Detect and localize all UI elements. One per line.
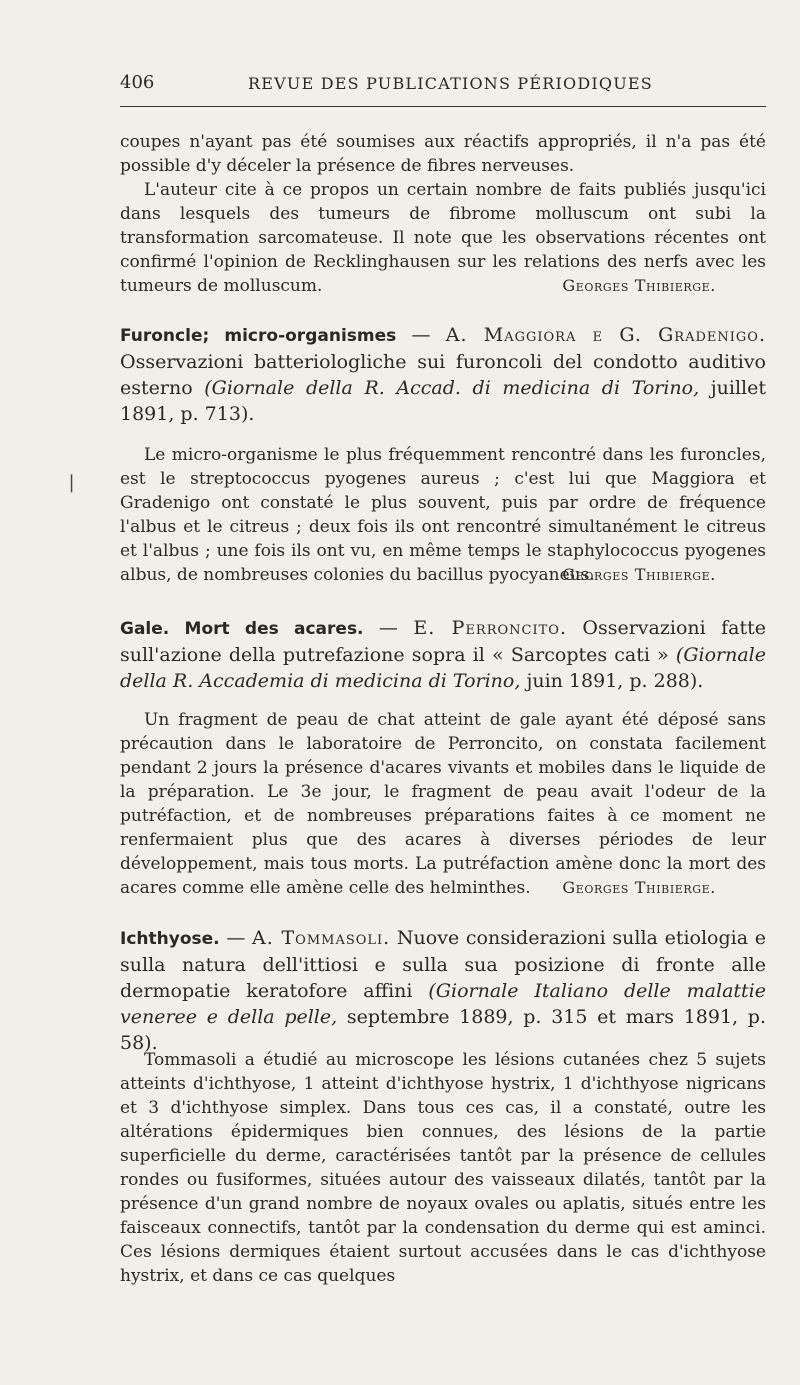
article-4-body	[120, 1048, 766, 1288]
article-subject: Furoncle; micro-organismes	[120, 326, 397, 346]
separator: —	[219, 927, 253, 949]
article-3-heading	[120, 615, 766, 694]
article-authors: A. Tommasoli.	[252, 927, 391, 949]
publication-date: juillet 1891, p. 713).	[120, 377, 767, 425]
paragraph: L'auteur cite à ce propos un certain nombre de faits publiés jusqu'ici dans lesquels des tumeurs de fibrome molluscum ont subi la transformation sarcomateuse. Il note que les observations récentes ont confirmé l'opinion de Recklinghausen sur les relations des nerfs avec les tumeurs de molluscum.	[120, 180, 766, 296]
article-2-body	[120, 443, 766, 587]
paragraph: Le micro-organisme le plus fréquemment rencontré dans les furoncles, est le streptococcus pyogenes aureus ; c'est lui que Maggiora et Gradenigo ont constaté le plus souvent, puis par ordre de fréquence l'albus et le citreus ; deux fois ils ont rencontré simultanément le citreus et l'albus ; une fois ils ont vu, en même temps le staphylococcus pyogenes albus, de nombreuses colonies du bacillus pyocyaneus.	[120, 445, 766, 585]
page-number: 406	[120, 72, 155, 93]
article-4-heading	[120, 925, 766, 1056]
article-subject: Gale. Mort des acares.	[120, 619, 364, 639]
header-rule	[120, 106, 766, 107]
running-title: REVUE DES PUBLICATIONS PÉRIODIQUES	[248, 74, 653, 93]
paragraph: Un fragment de peau de chat atteint de gale ayant été déposé sans précaution dans le laboratoire de Perroncito, on constata facilement pendant 2 jours la présence d'acares vivants et mobiles dans le liquide de la préparation. Le 3e jour, le fragment de peau avait l'odeur de la putréfaction, et de nombreuses préparations faites à ce moment ne renfermaient plus que des acares à diverses périodes de leur développement, mais tous morts. La putréfaction amène donc la mort des acares comme elle amène celle des helminthes.	[120, 710, 766, 898]
author-signature: Georges Thibierge.	[562, 565, 716, 584]
journal-ref: (Giornale della R. Accad. di medicina di Torino,	[204, 377, 700, 399]
separator: —	[396, 324, 446, 346]
article-3-body	[120, 708, 766, 900]
journal-ref: (Giornale della R. Accademia di medicina di Torino,	[120, 644, 766, 692]
running-header	[120, 72, 764, 100]
article-1-continuation	[120, 130, 766, 298]
separator: —	[363, 617, 414, 639]
article-title: Osservazioni fatte sull'azione della putrefazione sopra il « Sarcoptes cati »	[120, 617, 766, 666]
article-title: Osservazioni batteriologliche sui furoncoli del condotto auditivo esterno	[120, 351, 766, 399]
paragraph: coupes n'ayant pas été soumises aux réactifs appropriés, il n'a pas été possible d'y déceler la présence de fibres nerveuses.	[120, 132, 766, 176]
article-title: Nuove considerazioni sulla etiologia e sulla natura dell'ittiosi e sulla sua posizione di fronte alle dermopatie keratofore affini	[120, 927, 767, 1002]
publication-date: juin 1891, p. 288).	[520, 670, 704, 692]
paragraph: Tommasoli a étudié au microscope les lésions cutanées chez 5 sujets atteints d'ichthyose, 1 atteint d'ichthyose hystrix, 1 d'ichthyose nigricans et 3 d'ichthyose simplex. Dans tous ces cas, il a constaté, outre les altérations épidermiques bien connues, des lésions de la partie superficielle du derme, caractérisées tantôt par la présence de cellules rondes ou fusiformes, situées autour des vaisseaux dilatés, tantôt par la présence d'un grand nombre de noyaux ovales ou aplatis, situés entre les faisceaux connectifs, tantôt par la condensation du derme qui est aminci. Ces lésions dermiques étaient surtout accusées dans le cas d'ichthyose hystrix, et dans ce cas quelques	[120, 1050, 766, 1286]
article-authors: A. Maggiora e G. Gradenigo.	[445, 324, 766, 346]
article-subject: Ichthyose.	[120, 929, 220, 949]
article-authors: E. Perroncito.	[413, 617, 567, 639]
margin-mark-icon: ❘	[64, 472, 80, 493]
author-signature: Georges Thibierge.	[562, 878, 716, 897]
author-signature: Georges Thibierge.	[562, 276, 716, 295]
article-2-heading	[120, 322, 766, 427]
journal-ref: (Giornale Italiano delle malattie veneree e della pelle,	[120, 980, 767, 1028]
publication-date: septembre 1889, p. 315 et mars 1891, p. 58).	[120, 1006, 766, 1054]
